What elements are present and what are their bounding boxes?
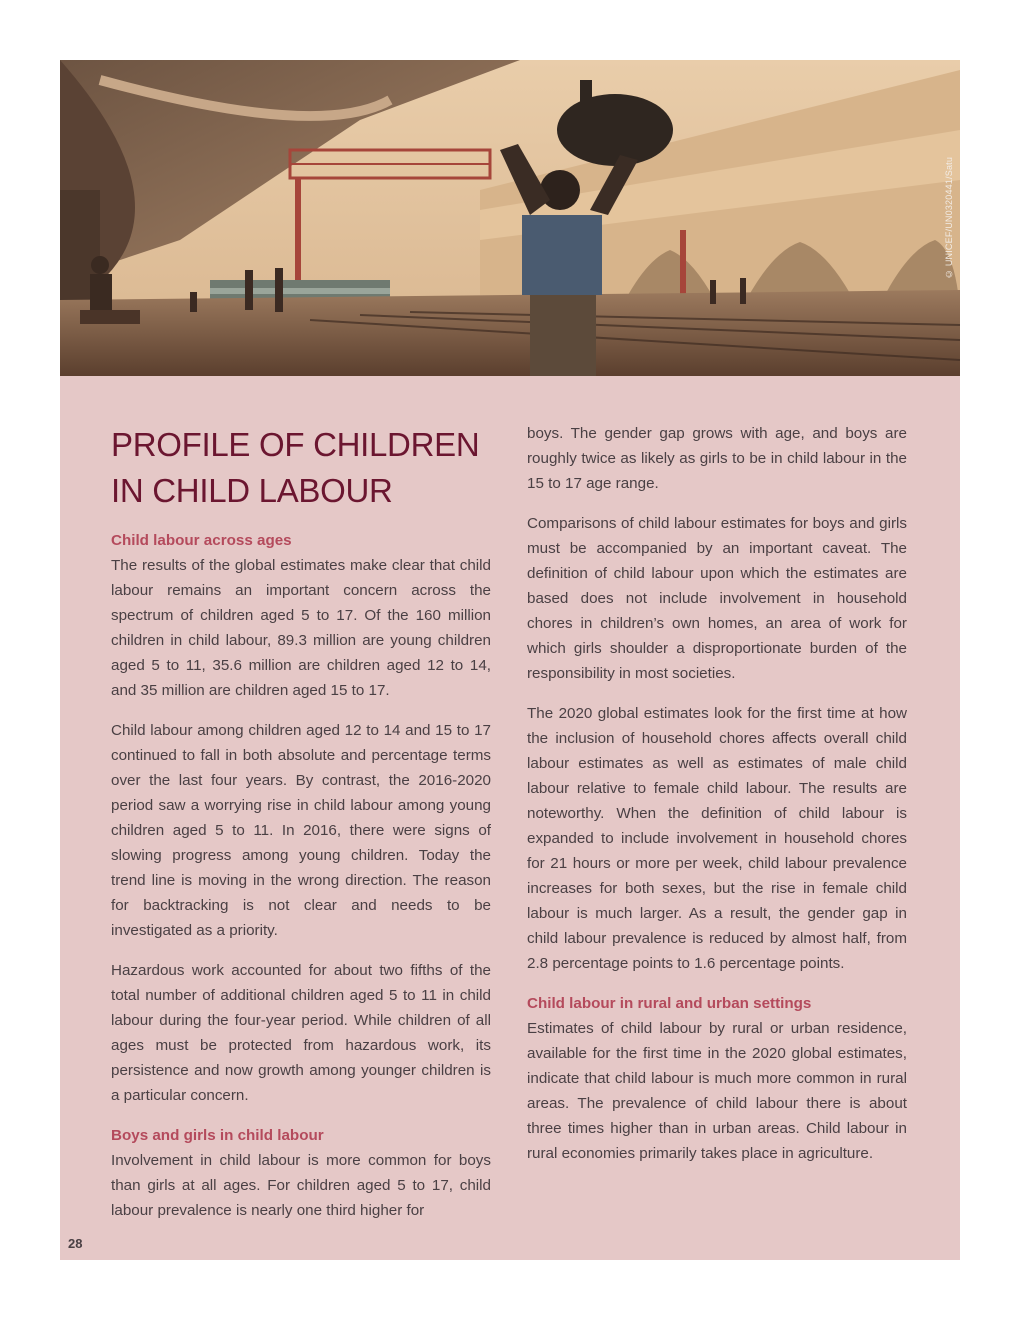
paragraph: Child labour among children aged 12 to 14 and 15 to 17 continued to fall in both absolute and percentage terms over the last four years. By contrast, the 2016-2020 period saw a worrying rise in child labour among young children aged 5 to 11. In 2016, there were signs of slowing progress among young children. Today the trend line is moving in the wrong direction. The reason for backtracking is not clear and needs to be investigated as a priority. bbox=[111, 722, 491, 939]
paragraph: Involvement in child labour is more common for boys than girls at all ages. For children aged 5 to 17, child labour prevalence is nearly one third higher for bbox=[111, 1152, 491, 1219]
paragraph: boys. The gender gap grows with age, and boys are roughly twice as likely as girls to be in child labour in the 15 to 17 age range. bbox=[527, 425, 907, 492]
title-line-1: PROFILE OF CHILDREN bbox=[111, 426, 480, 463]
paragraph: Hazardous work accounted for about two fifths of the total number of additional children aged 5 to 11 in child labour during the four-year period. While children of all ages must be protected from hazardous work, its persistence and now growth among younger children is a particular concern. bbox=[111, 962, 491, 1104]
section-heading-rural: Child labour in rural and urban settings bbox=[527, 995, 812, 1012]
content-panel bbox=[60, 376, 960, 1260]
page-title bbox=[111, 422, 491, 514]
page-number: 28 bbox=[68, 1236, 83, 1251]
paragraph: The results of the global estimates make clear that child labour remains an important concern across the spectrum of children aged 5 to 17. Of the 160 million children in child labour, 89.3 million are young children aged 5 to 11, 35.6 million are children aged 12 to 14, and 35 million are children aged 15 to 17. bbox=[111, 557, 491, 699]
title-line-2: IN CHILD LABOUR bbox=[111, 472, 393, 509]
paragraph: Estimates of child labour by rural or urban residence, available for the first time in the 2020 global estimates, indicate that child labour is much more common in rural areas. The prevalence of child labour there is about three times higher than in urban areas. Child labour in rural economies primarily takes place in agriculture. bbox=[527, 1020, 907, 1162]
section-heading-ages: Child labour across ages bbox=[111, 532, 292, 549]
paragraph: The 2020 global estimates look for the first time at how the inclusion of household chores affects overall child labour estimates as well as estimates of male child labour relative to female child labour. The results are noteworthy. When the definition of child labour is expanded to include involvement in household chores for 21 hours or more per week, child labour prevalence increases for both sexes, but the rise in female child labour is much larger. As a result, the gender gap in child labour prevalence is reduced by almost half, from 2.8 percentage points to 1.6 percentage points. bbox=[527, 705, 907, 972]
section-heading-gender: Boys and girls in child labour bbox=[111, 1127, 324, 1144]
photo-credit: © UNICEF/UN0320441/Satu bbox=[944, 156, 954, 280]
left-column bbox=[111, 376, 491, 1238]
paragraph: Comparisons of child labour estimates for boys and girls must be accompanied by an important caveat. The definition of child labour upon which the estimates are based does not include involvement in household chores in children’s own homes, an area of work for which girls shoulder a disproportionate burden of the responsibility in most societies. bbox=[527, 515, 907, 682]
railway-station-illustration bbox=[60, 60, 960, 376]
hero-photo bbox=[60, 60, 960, 376]
right-column bbox=[527, 376, 907, 1181]
